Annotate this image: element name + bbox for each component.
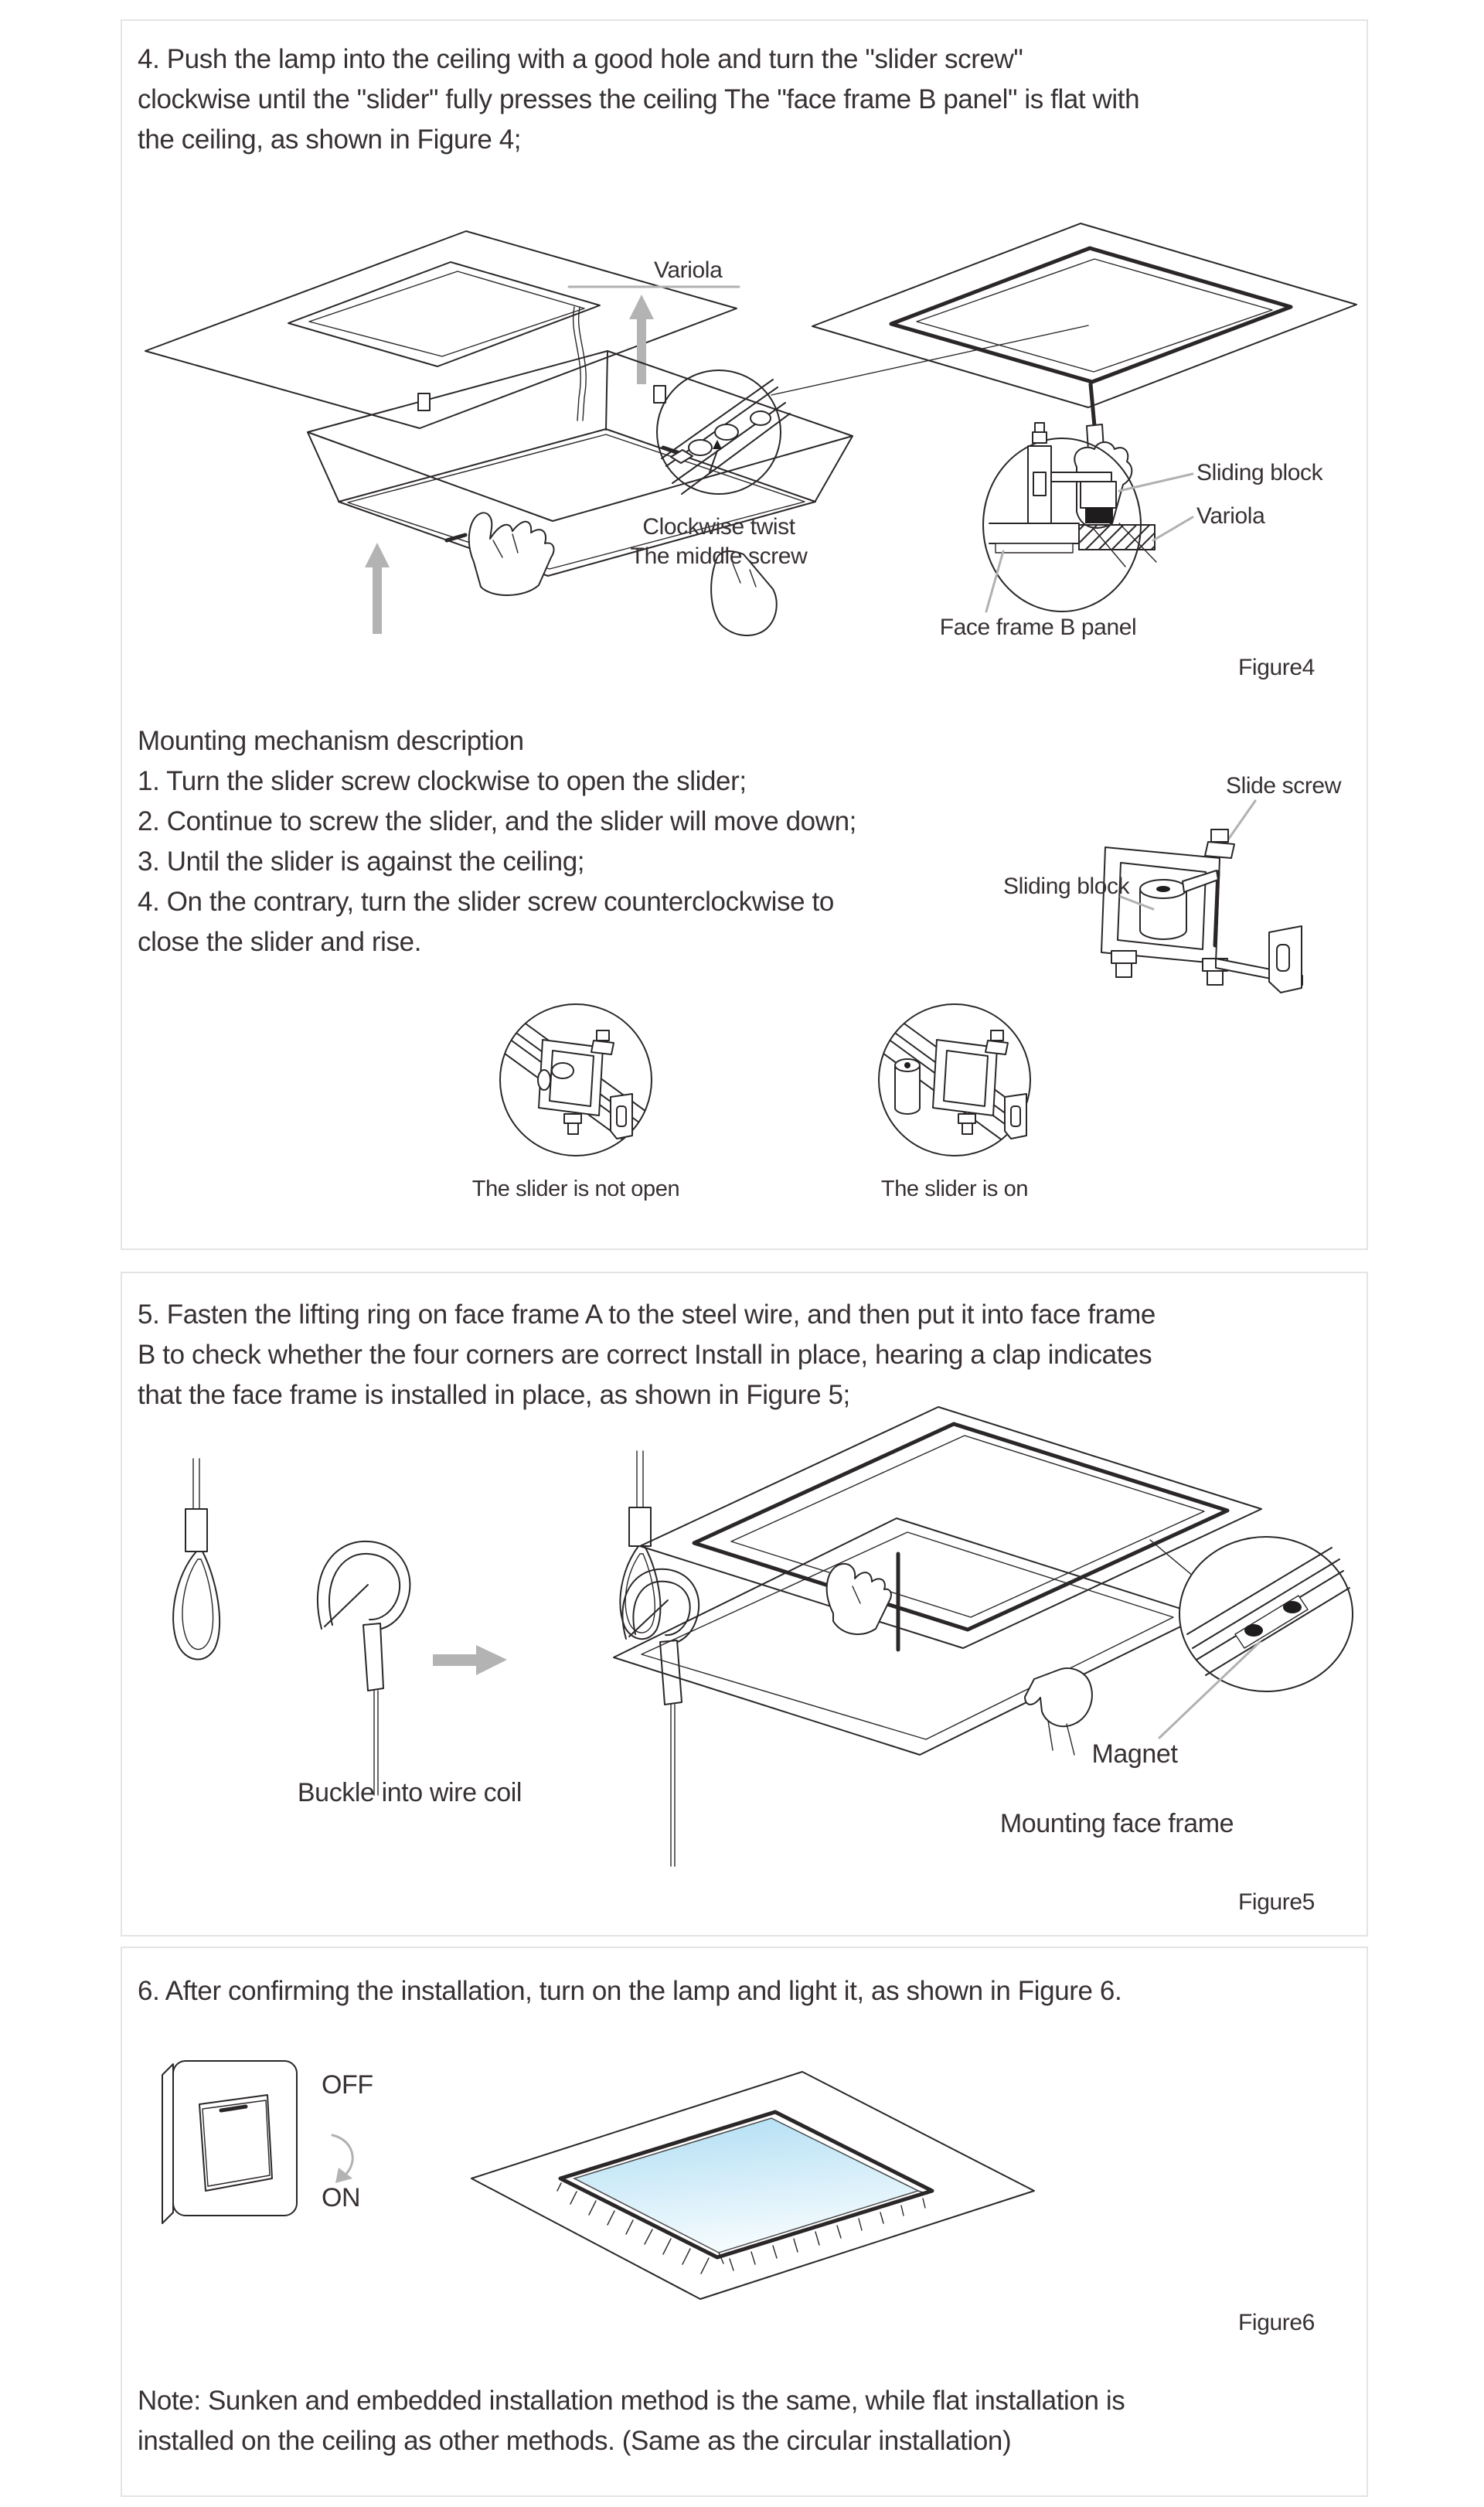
mechanism-line3: 3. Until the slider is against the ceiling; — [138, 846, 585, 877]
slider-on-inset — [869, 1004, 1039, 1156]
slide-screw-label: Slide screw — [1226, 773, 1341, 799]
middle-screw-label: The middle screw — [630, 543, 808, 569]
slide-mechanism-drawing — [1101, 829, 1302, 993]
sliding-block-label: Sliding block — [1196, 460, 1323, 485]
ceiling-panel-drawing — [145, 231, 737, 428]
figure6-caption: Figure6 — [1238, 2310, 1315, 2335]
up-arrow-icon — [365, 543, 390, 634]
section-step4 — [121, 19, 1368, 701]
mechanism-paragraph — [138, 721, 856, 962]
step4-line2: clockwise until the "slider" fully presses the ceiling The "face frame B panel" is flat with — [138, 84, 1140, 114]
mechanism-line1: 1. Turn the slider screw clockwise to open the slider; — [138, 766, 747, 796]
step4-line3: the ceiling, as shown in Figure 4; — [138, 124, 522, 155]
mechanism-line4: 4. On the contrary, turn the slider screw counterclockwise to — [138, 887, 834, 917]
right-arrow-icon — [433, 1645, 507, 1675]
on-label: ON — [322, 2183, 361, 2212]
rotate-arrow-icon — [332, 2135, 352, 2183]
step6-line1: 6. After confirming the installation, turn on the lamp and light it, as shown in Figure 6. — [138, 1976, 1122, 2006]
slider-on-caption: The slider is on — [880, 1177, 1029, 1201]
slide-screw-illustration — [989, 756, 1370, 1023]
figure4-caption: Figure4 — [1238, 655, 1315, 680]
step6-paragraph — [138, 1971, 1122, 2011]
off-label: OFF — [322, 2070, 373, 2100]
section-step6 — [121, 1947, 1368, 2497]
mechanism-line5: close the slider and rise. — [138, 927, 422, 957]
figure5-illustration — [122, 1393, 1370, 1934]
figure6-illustration — [122, 2027, 1370, 2359]
installed-panel-drawing — [812, 223, 1356, 407]
mechanism-line2: 2. Continue to screw the slider, and the slider will move down; — [138, 806, 857, 836]
note-line1: Note: Sunken and embedded installation method is the same, while flat installation is — [138, 2386, 1125, 2416]
slider-states-illustration — [403, 992, 1099, 1216]
variola-label: Variola — [654, 257, 723, 283]
lit-panel-drawing — [471, 2072, 1034, 2299]
section-step5 — [121, 1272, 1368, 1936]
sliding-block-inset — [983, 423, 1155, 611]
figure4-illustration — [122, 200, 1370, 695]
face-frame-b-label: Face frame B panel — [939, 615, 1137, 640]
note-line2: installed on the ceiling as other methods. (Same as the circular installation) — [138, 2426, 1012, 2456]
middle-screw-inset — [657, 370, 790, 494]
face-frame-leader — [986, 551, 1003, 611]
hand-icon — [1025, 1668, 1092, 1755]
slider-not-open-caption: The slider is not open — [471, 1177, 680, 1201]
wire-loop-drawing — [173, 1459, 220, 1660]
wall-switch-drawing — [162, 2061, 297, 2223]
magnet-inset — [1150, 1537, 1353, 1691]
section-mechanism — [121, 700, 1368, 1250]
up-arrow-icon — [629, 295, 654, 384]
hand-icon — [827, 1564, 891, 1634]
magnet-label: Magnet — [1091, 1739, 1178, 1769]
note-paragraph — [138, 2381, 1125, 2461]
buckled-wire-drawing — [620, 1451, 699, 1866]
step4-line1: 4. Push the lamp into the ceiling with a good hole and turn the "slider screw" — [138, 44, 1023, 74]
variola-inset-label: Variola — [1196, 503, 1265, 529]
mechanism-heading: Mounting mechanism description — [138, 726, 524, 756]
mounting-face-frame-label: Mounting face frame — [999, 1809, 1234, 1838]
variola-inset-leader — [1153, 517, 1193, 540]
buckle-caption: Buckle into wire coil — [297, 1778, 522, 1807]
hook-drawing — [318, 1541, 410, 1795]
clockwise-twist-label: Clockwise twist — [642, 514, 795, 540]
step5-line3: that the face frame is installed in place, as shown in Figure 5; — [138, 1380, 850, 1410]
slider-not-open-inset — [490, 1004, 660, 1156]
figure5-caption: Figure5 — [1238, 1889, 1315, 1915]
sliding-block-label: Sliding block — [1003, 874, 1130, 899]
step5-line1: 5. Fasten the lifting ring on face frame A to the steel wire, and then put it into face frame — [138, 1299, 1156, 1330]
step5-line2: B to check whether the four corners are correct Install in place, hearing a clap indicates — [138, 1340, 1152, 1370]
face-frame-drawing — [614, 1407, 1261, 1755]
hand-icon — [469, 513, 554, 595]
step4-paragraph — [138, 39, 1139, 160]
